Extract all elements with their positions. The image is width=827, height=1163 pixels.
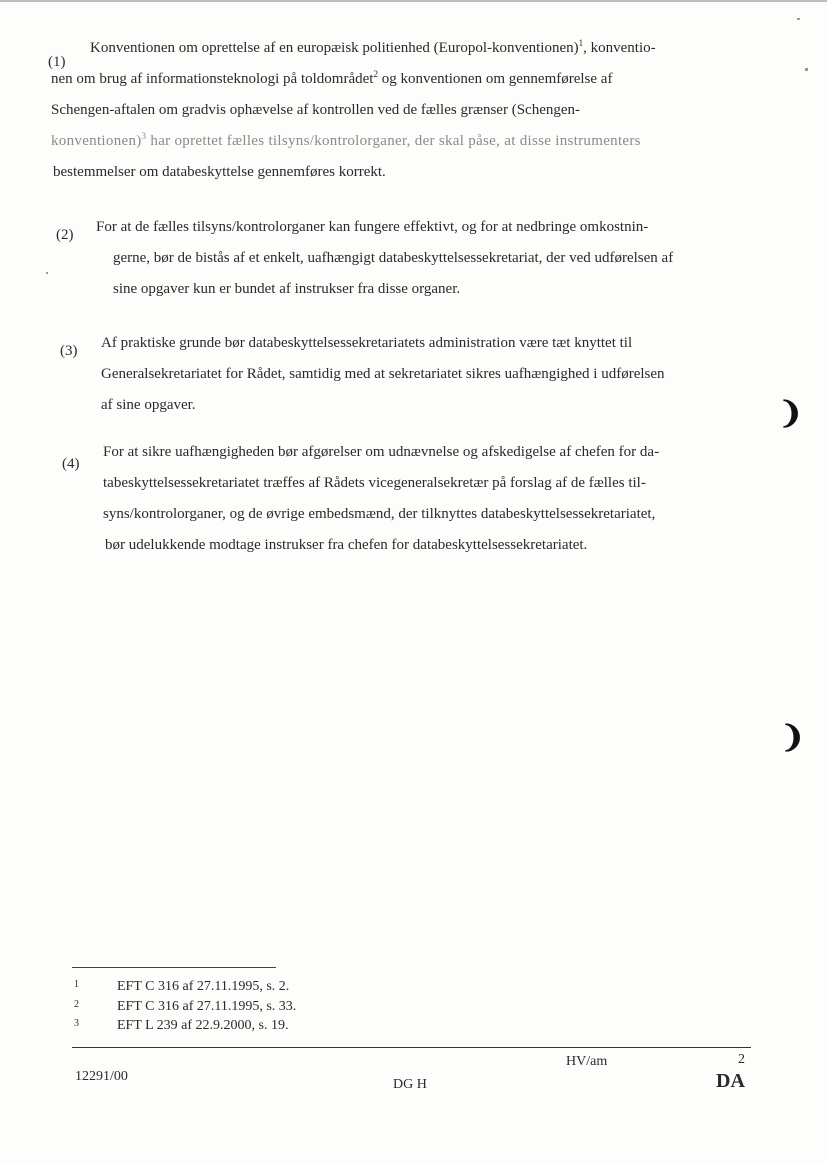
scan-speck: [797, 18, 800, 20]
paragraph-line: bestemmelser om databeskyttelse gennemføres korrekt.: [53, 164, 386, 180]
paragraph-line: Schengen-aftalen om gradvis ophævelse af kontrollen ved de fælles grænser (Schengen-: [51, 102, 581, 118]
footnote-number: 1: [74, 979, 79, 990]
language-code: DA: [716, 1070, 745, 1092]
paragraph-line: bør udelukkende modtage instrukser fra chefen for databeskyttelsessekretariatet.: [105, 537, 588, 553]
paragraph-line: For at sikre uafhængigheden bør afgørelser om udnævnelse og afskedigelse af chefen for da-: [103, 444, 660, 460]
footnote-text: EFT C 316 af 27.11.1995, s. 2.: [117, 979, 290, 994]
paragraph-line: Generalsekretariatet for Rådet, samtidig med at sekretariatet sikres uafhængighed i udførelsen: [101, 366, 665, 382]
page-number: 2: [738, 1052, 745, 1067]
paragraph-line: gerne, bør de bistås af et enkelt, uafhængigt databeskyttelsessekretariat, der ved udførelsen af: [113, 250, 674, 266]
scan-top-edge: [0, 0, 827, 2]
paragraph-line: For at de fælles tilsyns/kontrolorganer kan fungere effektivt, og for at nedbringe omkostnin-: [96, 219, 649, 235]
punch-hole-mark: ❩: [780, 721, 806, 754]
footnote-text: EFT L 239 af 22.9.2000, s. 19.: [117, 1018, 289, 1033]
paragraph-number: (4): [62, 456, 80, 472]
footnote-ref: 3: [141, 131, 147, 141]
paragraph-line: syns/kontrolorganer, og de øvrige embedsmænd, der tilknyttes databeskyttelsessekretariatet,: [103, 506, 656, 522]
footnote-number: 3: [74, 1018, 79, 1029]
paragraph-line: tabeskyttelsessekretariatet træffes af Rådets vicegeneralsekretær på forslag af de fælles til-: [103, 475, 646, 491]
footnote-ref: 1: [578, 38, 584, 48]
footnote-text: EFT C 316 af 27.11.1995, s. 33.: [117, 999, 297, 1014]
paragraph-line: sine opgaver kun er bundet af instrukser fra disse organer.: [113, 281, 461, 297]
paragraph-line: Af praktiske grunde bør databeskyttelsessekretariatets administration være tæt knyttet til: [101, 335, 633, 351]
scan-speck: [805, 68, 808, 71]
paragraph-number: (2): [56, 227, 74, 243]
paragraph-line: konventionen)$^3$ har oprettet fælles tilsyns/kontrolorganer, der skal påse, at disse instrumenters: [51, 131, 641, 149]
punch-hole-mark: ❩: [778, 397, 804, 430]
footer-rule: [72, 1047, 751, 1048]
paragraph-number: (3): [60, 343, 78, 359]
author-initials: HV/am: [566, 1054, 608, 1069]
paragraph-line: nen om brug af informationsteknologi på toldområdet$^2$ og konventionen om gennemførelse af: [51, 69, 613, 87]
footnote-separator: [72, 967, 276, 968]
paragraph-line: af sine opgaver.: [101, 397, 196, 413]
paragraph-line: Konventionen om oprettelse af en europæisk politienhed (Europol-konventionen)$^1$, konventio-: [90, 38, 656, 56]
footnote-ref: 2: [373, 69, 378, 79]
scan-speck: [46, 272, 48, 274]
paragraph-number: (1): [48, 54, 66, 70]
directorate-code: DG H: [393, 1077, 427, 1092]
footnote-number: 2: [74, 999, 79, 1010]
document-number: 12291/00: [75, 1069, 128, 1084]
